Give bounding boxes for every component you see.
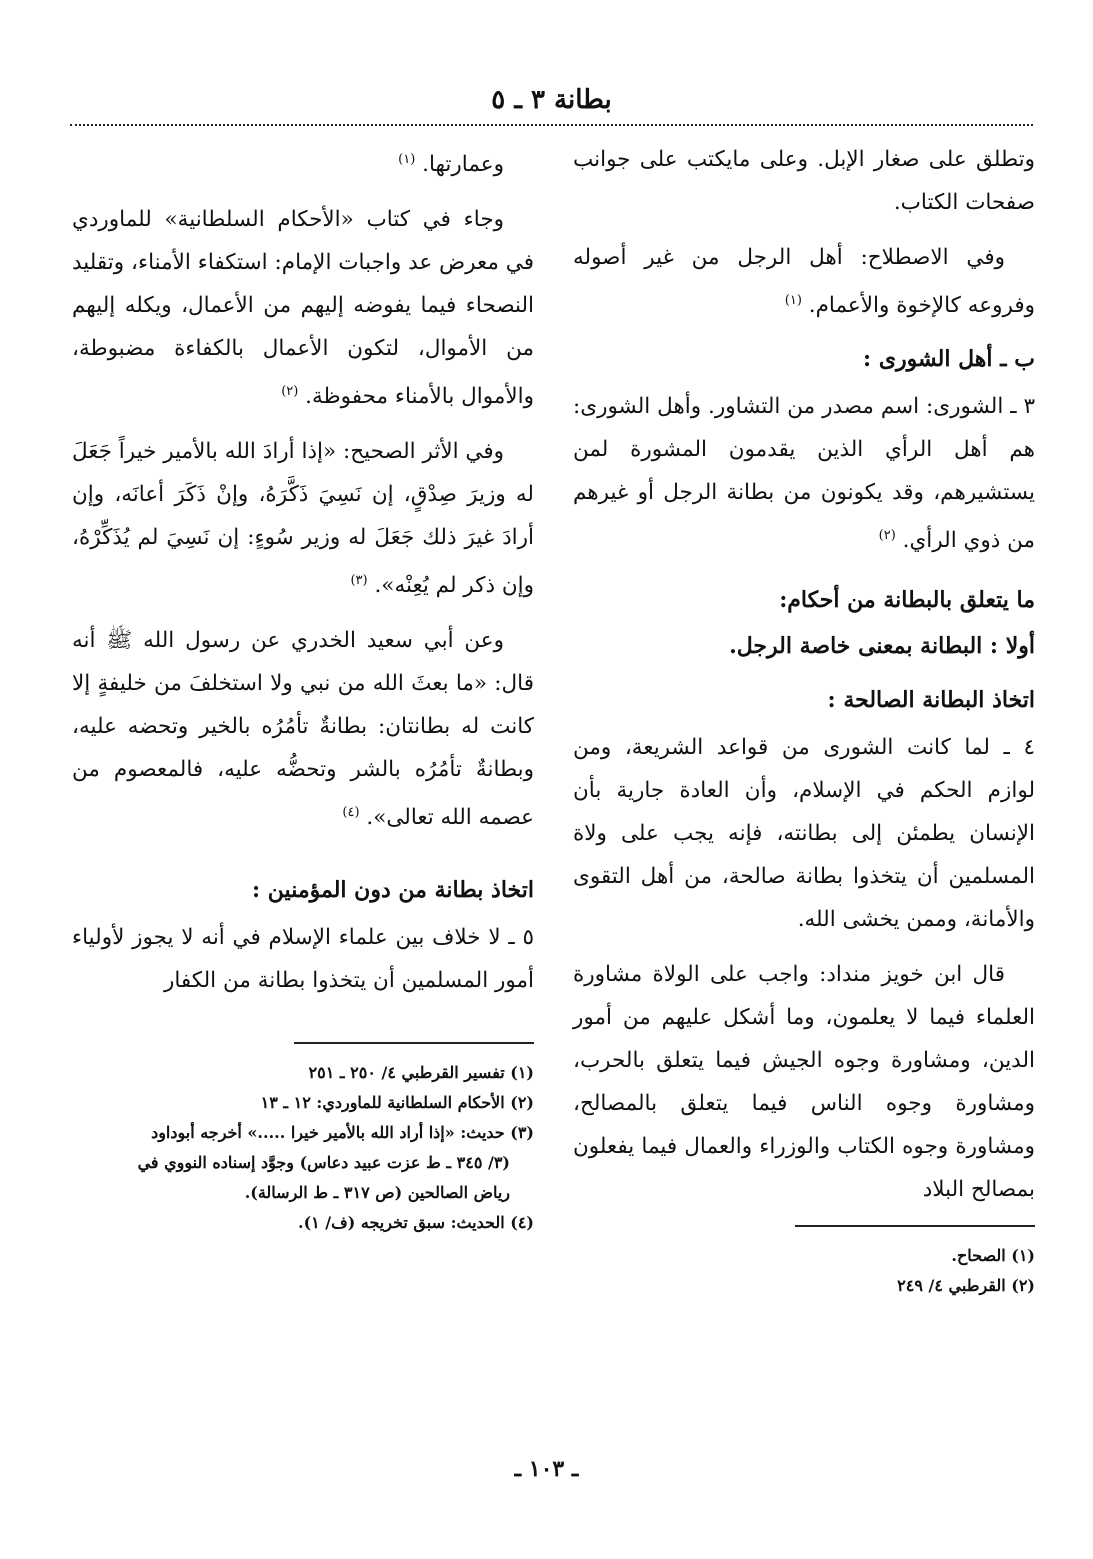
footnote: (٢) القرطبي ٤/ ٢٤٩ xyxy=(897,1276,1035,1296)
paragraph: وتطلق على صغار الإبل. وعلى مايكتب على جوانب صفحات الكتاب. xyxy=(573,147,1035,215)
paragraph: وجاء في كتاب «الأحكام السلطانية» للماوردي في معرض عد واجبات الإمام: استكفاء الأمناء، وتقليد النصحاء فيما يفوضه إليهم من الأعمال، ويكله إليهم من الأموال، لتكون الأعمال بالكفاءة مضبوطة، والأموال بالأمناء محفوظة. $^{(٢)}$ xyxy=(72,207,534,410)
paragraph: وعمارتها. $^{(١)}$ xyxy=(398,152,504,178)
section-heading: اتخاذ بطانة من دون المؤمنين : xyxy=(252,876,534,903)
section-heading: ب ـ أهل الشورى : xyxy=(863,346,1035,373)
running-header: بطانة ٣ ـ ٥ xyxy=(491,85,612,115)
footnote-ref[interactable]: (١) xyxy=(398,152,416,167)
footnote-ref[interactable]: (١) xyxy=(784,293,802,308)
paragraph: ٤ ـ لما كانت الشورى من قواعد الشريعة، ومن لوازم الحكم في الإسلام، وأن العادة جارية بأن الإنسان يطمئن إلى بطانته، فإنه يجب على ولاة المسلمين أن يتخذوا بطانة صالحة، من أهل التقوى والأمانة، وممن يخشى الله. xyxy=(573,735,1035,933)
page-number: ـ ١٠٣ ـ xyxy=(514,1456,579,1482)
footnote: (٣) حديث: «إذا أراد الله بالأمير خيرا .....» أخرجه أبوداود xyxy=(151,1122,534,1142)
footnote-ref[interactable]: (٢) xyxy=(878,528,896,544)
footnotes xyxy=(72,1058,534,1238)
paragraph: وعن أبي سعيد الخدري عن رسول الله ﷺ أنه قال: «ما بعثَ الله من نبي ولا استخلفَ من خليفةٍ إلا كانت له بطانتان: بطانةٌ تأمُرُه بالخير وتحضه عليه، وبطانةٌ تأمُرُه بالشر وتحضُّه عليه، فالمعصوم من عصمه الله تعالى». $^{(٤)}$ xyxy=(72,628,534,831)
footnote-ref[interactable]: (٢) xyxy=(281,384,299,400)
footnote: (١) تفسير القرطبي ٤/ ٢٥٠ ـ ٢٥١ xyxy=(308,1062,534,1082)
footnote: رياض الصالحين (ص ٣١٧ ـ ط الرسالة). xyxy=(244,1182,510,1202)
footnote: (٣/ ٣٤٥ ـ ط عزت عبيد دعاس) وجوَّد إسناده النووي في xyxy=(137,1152,510,1172)
header-divider xyxy=(70,124,1033,126)
footnote: (٤) الحديث: سبق تخريجه (ف/ ١). xyxy=(298,1212,534,1232)
section-heading: ما يتعلق بالبطانة من أحكام: xyxy=(779,587,1035,614)
footnotes xyxy=(573,1241,1035,1301)
footnote: (٢) الأحكام السلطانية للماوردي: ١٢ ـ ١٣ xyxy=(260,1092,534,1112)
footnote-ref[interactable]: (٣) xyxy=(350,573,368,589)
footnote: (١) الصحاح. xyxy=(951,1246,1035,1266)
right-column xyxy=(573,138,1035,1301)
paragraph: وفي الاصطلاح: أهل الرجل من غير أصوله وفروعه كالإخوة والأعمام. $^{(١)}$ xyxy=(573,245,1035,319)
footnote-ref[interactable]: (٤) xyxy=(342,805,360,821)
footnote-divider xyxy=(294,1042,534,1044)
section-heading: أولا : البطانة بمعنى خاصة الرجل. xyxy=(729,633,1035,660)
paragraph: ٥ ـ لا خلاف بين علماء الإسلام في أنه لا يجوز لأولياء أمور المسلمين أن يتخذوا بطانة من الكفار xyxy=(72,924,534,993)
paragraph: قال ابن خويز منداد: واجب على الولاة مشاورة العلماء فيما لا يعلمون، وما أشكل عليهم من أمور الدين، ومشاورة وجوه الجيش فيما يتعلق بالحرب، ومشاورة وجوه الناس فيما يتعلق بالمصالح، ومشاورة وجوه الكتاب والوزراء والعمال فيما يفعلون بمصالح البلاد xyxy=(573,962,1035,1203)
section-heading: اتخاذ البطانة الصالحة : xyxy=(827,687,1035,714)
left-column xyxy=(72,138,534,1238)
paragraph: وفي الأثر الصحيح: «إذا أرادَ الله بالأمير خيراً جَعَلَ له وزيرَ صِدْقٍ، إن نَسِيَ ذَكَّرَهُ، وإنْ ذَكَرَ أعانَه، وإن أرادَ غيرَ ذلك جَعَلَ له وزير سُوءٍ: إن نَسِيَ لم يُذَكِّرْهُ، وإن ذكر لم يُعِنْه». $^{(٣)}$ xyxy=(72,439,534,599)
paragraph: ٣ ـ الشورى: اسم مصدر من التشاور. وأهل الشورى: هم أهل الرأي الذين يقدمون المشورة لمن يستشيرهم، وقد يكونون من بطانة الرجل أو غيرهم من ذوي الرأي. $^{(٢)}$ xyxy=(573,394,1035,554)
footnote-divider xyxy=(795,1225,1035,1227)
